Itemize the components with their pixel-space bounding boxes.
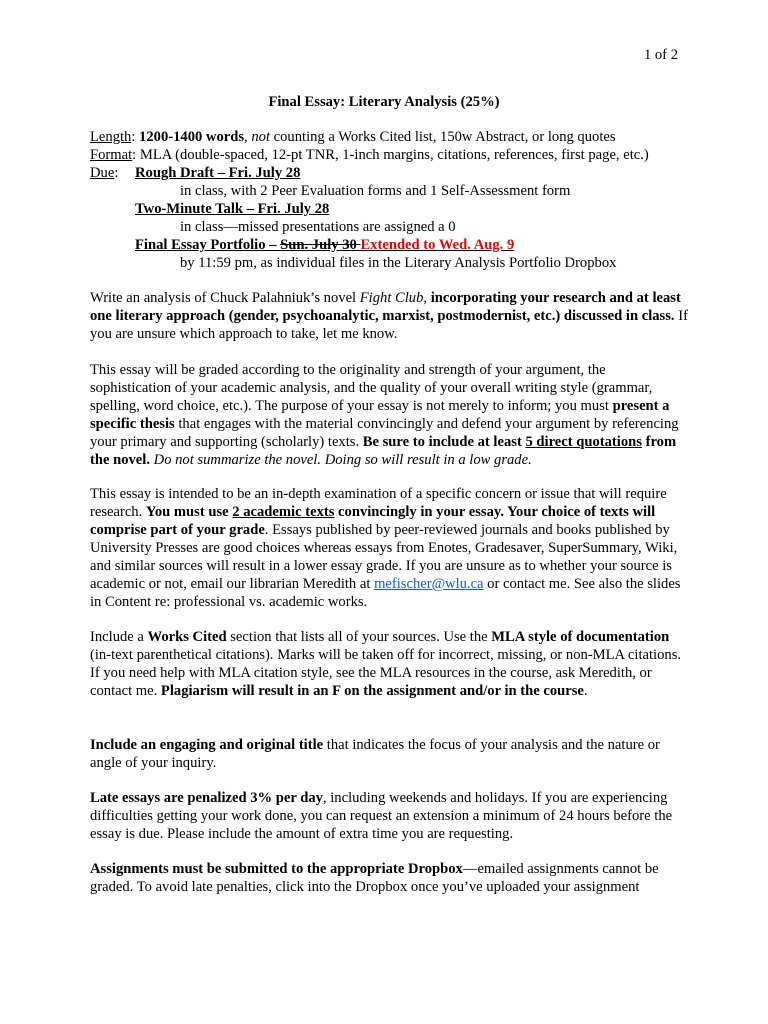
p1-text-a: Write an analysis of Chuck Palahniuk’s novel	[90, 290, 360, 306]
p2-bold-include: Be sure to include at least	[362, 434, 526, 450]
p6-text: , including weekends and holidays. If you are experiencing difficulties getting your work done, you can request an extension a minimum of 24 hours before the essay is due. Please include the amount of extra time you are requesting.	[90, 790, 673, 842]
p6-bold: Late essays are penalized 3% per day	[90, 790, 323, 806]
p4-text-b: section that lists all of your sources. Use the	[226, 629, 492, 645]
length-line: Length: 1200-1400 words, not counting a Works Cited list, 150w Abstract, or long quotes	[90, 129, 616, 145]
p3-text-b: . Essays published by peer-reviewed journals and books published by University Presses are good choices whereas essays from Enotes, Gradesaver, SuperSummary, Wiki, and similar sources will result in a lower essay grade. If you are unsure as to whether your source is academic or not, email our librarian Meredith at	[90, 522, 678, 592]
paragraph-title	[90, 736, 688, 772]
p2-italic-warning: Do not summarize the novel. Doing so will result in a low grade.	[150, 452, 532, 468]
length-rest: counting a Works Cited list, 150w Abstract, or long quotes	[270, 129, 616, 145]
p4-text-a: Include a	[90, 629, 148, 645]
p2-bold-quotations: 5 direct quotations	[525, 434, 642, 450]
paragraph-research	[90, 485, 688, 611]
p7-bold: Assignments must be submitted to the appropriate Dropbox	[90, 861, 463, 877]
p5-text: that indicates the focus of your analysis and the nature or angle of your inquiry.	[90, 737, 660, 771]
p2-text-b: that engages with the material convincingly and defend your argument by referencing your primary and supporting (scholarly) texts.	[90, 416, 679, 450]
paragraph-grading	[90, 361, 688, 469]
paragraph-dropbox	[90, 860, 688, 896]
talk-note: in class—missed presentations are assigned a 0	[180, 219, 456, 235]
portfolio-struck-date: Sun. July 30	[280, 237, 361, 253]
p1-text-c: If you are unsure which approach to take, let me know.	[90, 308, 688, 342]
p2-text-a: This essay will be graded according to the originality and strength of your argument, the sophistication of your academic analysis, and the quality of your overall writing style (grammar, spelling, word choice, etc.). The purpose of your essay is not merely to inform; you must	[90, 362, 653, 414]
p3-text-c: or contact me. See also the slides in Content re: professional vs. academic works.	[90, 576, 681, 610]
format-line	[90, 146, 649, 164]
portfolio-line	[135, 236, 514, 254]
portfolio-label: Final Essay Portfolio –	[135, 237, 281, 253]
rough-draft-date: Rough Draft – Fri. July 28	[135, 165, 301, 181]
p3-bold-academic-texts: 2 academic texts	[232, 504, 335, 520]
length-not: not	[251, 129, 270, 145]
p3-bold-rest: convincingly in your essay. Your choice of texts will comprise part of your grade	[90, 504, 656, 538]
p5-bold: Include an engaging and original title	[90, 737, 324, 753]
talk-line	[135, 200, 329, 218]
p1-bold: incorporating your research and at least one literary approach (gender, psychoanalytic, marxist, postmodernist, etc.) discussed in class.	[90, 290, 681, 324]
p3-bold-must: You must use	[145, 504, 233, 520]
p4-bold-mla: MLA style of documentation	[491, 629, 670, 645]
p2-bold-novel: from the novel.	[90, 434, 677, 468]
format-label: Format	[90, 147, 133, 163]
word-count: 1200-1400 words	[139, 129, 245, 145]
rough-draft-line	[135, 164, 300, 182]
librarian-email-link[interactable]: mefischer@wlu.ca	[374, 576, 484, 592]
p3-text-a: This essay is intended to be an in-depth examination of a specific concern or issue that will require research.	[90, 486, 667, 520]
novel-title: Fight Club	[359, 290, 424, 306]
rough-draft-note: in class, with 2 Peer Evaluation forms and 1 Self-Assessment form	[180, 183, 571, 199]
paragraph-works-cited	[90, 628, 688, 700]
paragraph-late	[90, 789, 688, 843]
p4-bold-works-cited: Works Cited	[147, 629, 227, 645]
page-title: Final Essay: Literary Analysis (25%)	[268, 94, 500, 110]
p4-bold-plagiarism: Plagiarism will result in an F on the assignment and/or in the course	[160, 683, 584, 699]
portfolio-extended-date: Extended to Wed. Aug. 9	[360, 237, 515, 253]
due-label: Due	[90, 165, 115, 181]
p4-text-c: (in-text parenthetical citations). Marks will be taken off for incorrect, missing, or non-MLA citations. If you need help with MLA citation style, see the MLA resources in the course, ask Meredith, or contact me.	[90, 647, 682, 699]
paragraph-analysis	[90, 289, 688, 343]
p4-text-d: .	[583, 683, 588, 699]
talk-date: Two-Minute Talk – Fri. July 28	[135, 201, 330, 217]
portfolio-note: by 11:59 pm, as individual files in the Literary Analysis Portfolio Dropbox	[180, 255, 617, 271]
p7-text: —emailed assignments cannot be graded. To avoid late penalties, click into the Dropbox once you’ve uploaded your assignment	[90, 861, 659, 895]
p1-text-b: ,	[423, 290, 431, 306]
due-line: Due:	[90, 165, 119, 181]
format-text: : MLA (double-spaced, 12-pt TNR, 1-inch margins, citations, references, first page, etc.)	[132, 147, 649, 163]
p2-bold-thesis: present a specific thesis	[90, 398, 670, 432]
page-number: 1 of 2	[643, 47, 678, 63]
length-label: Length	[90, 129, 132, 145]
